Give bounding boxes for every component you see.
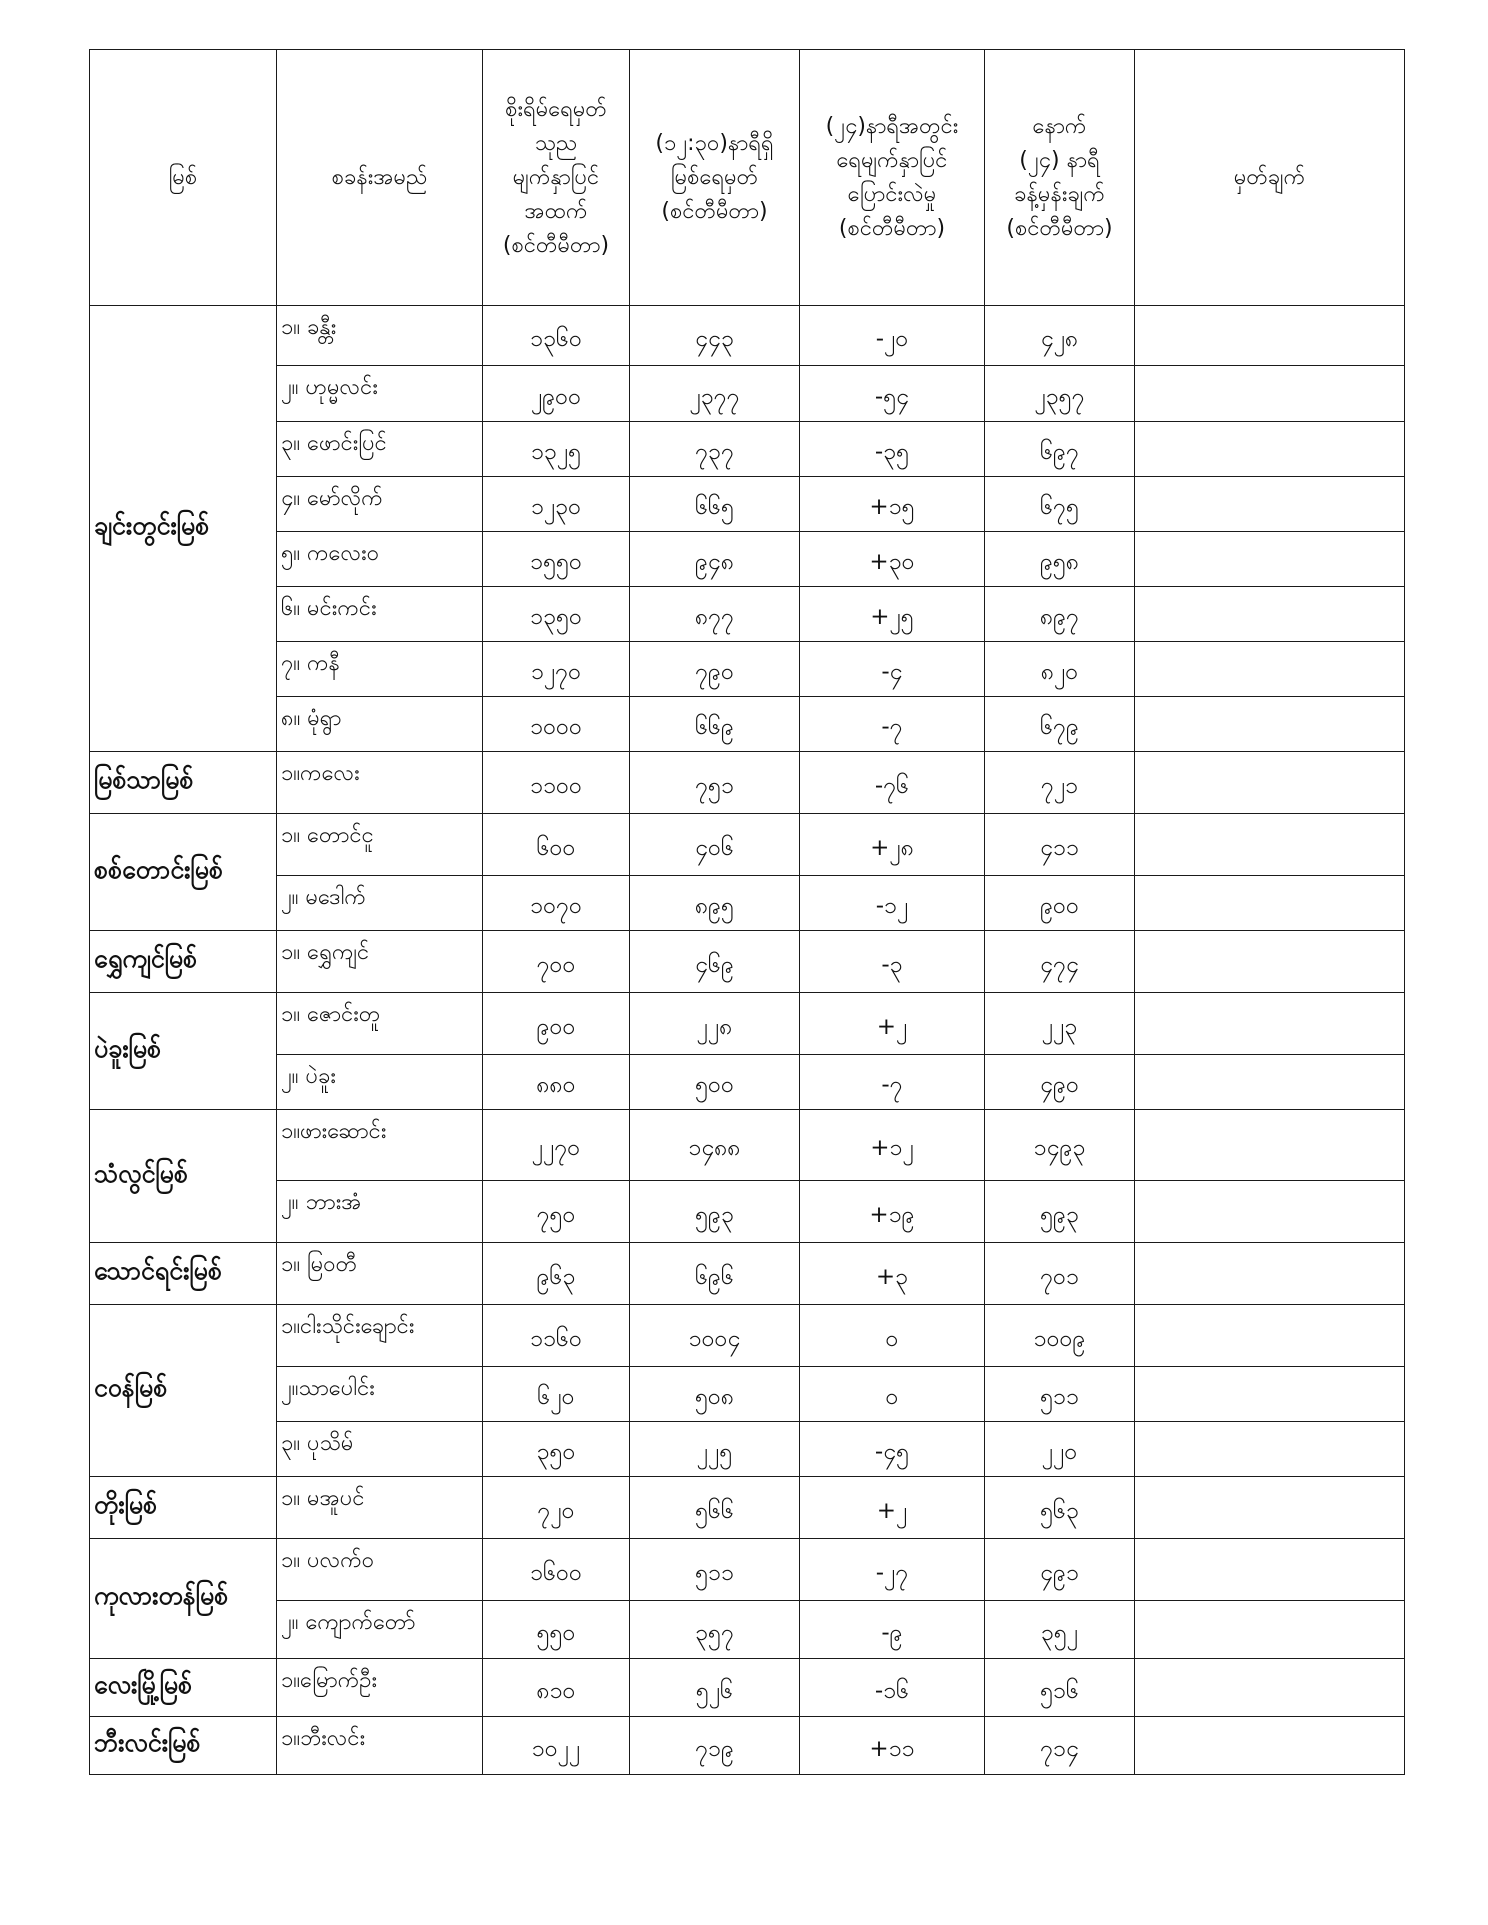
danger-level-cell: ၈၁၀: [483, 1659, 630, 1717]
change-cell: -၂၇: [800, 1539, 985, 1601]
table-row: [90, 532, 1405, 587]
danger-level-cell: ၇၂၀: [483, 1477, 630, 1539]
change-cell: +၂၅: [800, 587, 985, 642]
station-name: ၃။ ပုသိမ်: [277, 1422, 483, 1477]
change-cell: -၄၅: [800, 1422, 985, 1477]
danger-level-cell: ၁၅၅၀: [483, 532, 630, 587]
forecast-cell: ၆၉၇: [985, 422, 1135, 477]
table-row: [90, 752, 1405, 814]
table-row: [90, 1601, 1405, 1659]
remark-cell: [1135, 1181, 1405, 1243]
forecast-cell: ၄၉၁: [985, 1539, 1135, 1601]
river-name: မြစ်သာမြစ်: [90, 752, 277, 814]
header-remark: မှတ်ချက်: [1135, 50, 1405, 306]
forecast-cell: ၆၇၉: [985, 697, 1135, 752]
station-name: ၁။ မြဝတီ: [277, 1243, 483, 1305]
current-level-cell: ၇၅၁: [630, 752, 800, 814]
change-cell: +၁၂: [800, 1110, 985, 1181]
change-cell: -၇: [800, 697, 985, 752]
danger-level-cell: ၆၂၀: [483, 1367, 630, 1422]
station-name: ၁။ ပလက်ဝ: [277, 1539, 483, 1601]
table-row: [90, 876, 1405, 931]
danger-level-cell: ၉၀၀: [483, 993, 630, 1055]
change-cell: -၇၆: [800, 752, 985, 814]
remark-cell: [1135, 1110, 1405, 1181]
danger-level-cell: ၇၀၀: [483, 931, 630, 993]
table-row: [90, 1367, 1405, 1422]
danger-level-cell: ၈၈၀: [483, 1055, 630, 1110]
station-name: ၈။ မုံရွာ: [277, 697, 483, 752]
danger-level-cell: ၁၂၇၀: [483, 642, 630, 697]
change-cell: -၇: [800, 1055, 985, 1110]
station-name: ၃။ ဖောင်းပြင်: [277, 422, 483, 477]
river-name: ဘီးလင်းမြစ်: [90, 1717, 277, 1775]
forecast-cell: ၈၉၇: [985, 587, 1135, 642]
table-row: [90, 1243, 1405, 1305]
current-level-cell: ၇၃၇: [630, 422, 800, 477]
forecast-cell: ၇၁၄: [985, 1717, 1135, 1775]
change-cell: -၅၄: [800, 366, 985, 422]
station-name: ၂။ ဘားအံ: [277, 1181, 483, 1243]
header-station: စခန်းအမည်: [277, 50, 483, 306]
change-cell: +၃၀: [800, 532, 985, 587]
header-forecast: နောက် (၂၄) နာရီ ခန့်မှန်းချက် (စင်တီမီတာ): [985, 50, 1135, 306]
forecast-cell: ၂၂၀: [985, 1422, 1135, 1477]
change-cell: ၀: [800, 1305, 985, 1367]
change-cell: -၄: [800, 642, 985, 697]
station-name: ၂။ ကျောက်တော်: [277, 1601, 483, 1659]
table-row: [90, 1055, 1405, 1110]
station-name: ၁။ငါးသိုင်းချောင်း: [277, 1305, 483, 1367]
current-level-cell: ၂၂၅: [630, 1422, 800, 1477]
station-name: ၆။ မင်းကင်း: [277, 587, 483, 642]
change-cell: -၃၅: [800, 422, 985, 477]
table-row: [90, 993, 1405, 1055]
river-name: သောင်ရင်းမြစ်: [90, 1243, 277, 1305]
remark-cell: [1135, 1477, 1405, 1539]
current-level-cell: ၈၉၅: [630, 876, 800, 931]
current-level-cell: ၇၉၀: [630, 642, 800, 697]
forecast-cell: ၄၁၁: [985, 814, 1135, 876]
river-name: ပဲခူးမြစ်: [90, 993, 277, 1110]
change-cell: -၁၆: [800, 1659, 985, 1717]
current-level-cell: ၅၀၈: [630, 1367, 800, 1422]
table-row: [90, 1305, 1405, 1367]
danger-level-cell: ၁၃၂၅: [483, 422, 630, 477]
table-row: [90, 697, 1405, 752]
forecast-cell: ၄၉၀: [985, 1055, 1135, 1110]
station-name: ၁။ဘီးလင်း: [277, 1717, 483, 1775]
table-row: [90, 1422, 1405, 1477]
station-name: ၄။ မော်လိုက်: [277, 477, 483, 532]
forecast-cell: ၅၉၃: [985, 1181, 1135, 1243]
current-level-cell: ၇၁၉: [630, 1717, 800, 1775]
change-cell: -၂၀: [800, 306, 985, 366]
river-name: စစ်တောင်းမြစ်: [90, 814, 277, 931]
remark-cell: [1135, 1243, 1405, 1305]
current-level-cell: ၅၁၁: [630, 1539, 800, 1601]
current-level-cell: ၅၆၆: [630, 1477, 800, 1539]
danger-level-cell: ၁၁၆၀: [483, 1305, 630, 1367]
header-river: မြစ်: [90, 50, 277, 306]
table-row: [90, 477, 1405, 532]
header-current-level: (၁၂:၃၀)နာရီရှိ မြစ်ရေမှတ် (စင်တီမီတာ): [630, 50, 800, 306]
table-row: [90, 814, 1405, 876]
station-name: ၂။ ဟုမ္မလင်း: [277, 366, 483, 422]
forecast-cell: ၆၇၅: [985, 477, 1135, 532]
danger-level-cell: ၂၂၇၀: [483, 1110, 630, 1181]
river-name: လေးမြို့မြစ်: [90, 1659, 277, 1717]
station-name: ၁။မြောက်ဦး: [277, 1659, 483, 1717]
station-name: ၅။ ကလေးဝ: [277, 532, 483, 587]
current-level-cell: ၄၀၆: [630, 814, 800, 876]
table-row: [90, 1659, 1405, 1717]
table-row: [90, 642, 1405, 697]
change-cell: -၃: [800, 931, 985, 993]
table-row: [90, 1477, 1405, 1539]
remark-cell: [1135, 366, 1405, 422]
header-24h-change: (၂၄)နာရီအတွင်း ရေမျက်နှာပြင် ပြောင်းလဲမှု (စင်တီမီတာ): [800, 50, 985, 306]
table-row: [90, 1717, 1405, 1775]
forecast-cell: ၄၇၄: [985, 931, 1135, 993]
station-name: ၁။ဖားဆောင်း: [277, 1110, 483, 1181]
table-row: [90, 1539, 1405, 1601]
change-cell: -၁၂: [800, 876, 985, 931]
header-row: [90, 50, 1405, 306]
danger-level-cell: ၁၃၅၀: [483, 587, 630, 642]
danger-level-cell: ၃၅၀: [483, 1422, 630, 1477]
current-level-cell: ၅၀၀: [630, 1055, 800, 1110]
current-level-cell: ၃၅၇: [630, 1601, 800, 1659]
current-level-cell: ၁၀၀၄: [630, 1305, 800, 1367]
remark-cell: [1135, 1367, 1405, 1422]
river-name: ငဝန်မြစ်: [90, 1305, 277, 1477]
water-level-table: [89, 49, 1405, 1775]
danger-level-cell: ၁၀၇၀: [483, 876, 630, 931]
forecast-cell: ၁၀၀၉: [985, 1305, 1135, 1367]
remark-cell: [1135, 1601, 1405, 1659]
forecast-cell: ၅၆၃: [985, 1477, 1135, 1539]
current-level-cell: ၁၄၈၈: [630, 1110, 800, 1181]
forecast-cell: ၇၂၁: [985, 752, 1135, 814]
remark-cell: [1135, 532, 1405, 587]
change-cell: +၂: [800, 1477, 985, 1539]
table-row: [90, 366, 1405, 422]
river-name: သံလွင်မြစ်: [90, 1110, 277, 1243]
current-level-cell: ၈၇၇: [630, 587, 800, 642]
remark-cell: [1135, 993, 1405, 1055]
station-name: ၂။ ပဲခူး: [277, 1055, 483, 1110]
danger-level-cell: ၁၂၃၀: [483, 477, 630, 532]
forecast-cell: ၂၂၃: [985, 993, 1135, 1055]
change-cell: +၂၈: [800, 814, 985, 876]
table-row: [90, 587, 1405, 642]
table-row: [90, 1110, 1405, 1181]
change-cell: +၃: [800, 1243, 985, 1305]
station-name: ၁။ ခန္တီး: [277, 306, 483, 366]
forecast-cell: ၂၃၅၇: [985, 366, 1135, 422]
danger-level-cell: ၇၅၀: [483, 1181, 630, 1243]
river-name: ရွှေကျင်မြစ်: [90, 931, 277, 993]
forecast-cell: ၁၄၉၃: [985, 1110, 1135, 1181]
remark-cell: [1135, 814, 1405, 876]
danger-level-cell: ၁၃၆၀: [483, 306, 630, 366]
table-row: [90, 306, 1405, 366]
danger-level-cell: ၉၆၃: [483, 1243, 630, 1305]
remark-cell: [1135, 1305, 1405, 1367]
table-row: [90, 931, 1405, 993]
change-cell: +၁၉: [800, 1181, 985, 1243]
change-cell: +၂: [800, 993, 985, 1055]
remark-cell: [1135, 587, 1405, 642]
forecast-cell: ၄၂၈: [985, 306, 1135, 366]
danger-level-cell: ၂၉၀၀: [483, 366, 630, 422]
station-name: ၁။ မအူပင်: [277, 1477, 483, 1539]
danger-level-cell: ၁၀၀၀: [483, 697, 630, 752]
change-cell: -၉: [800, 1601, 985, 1659]
table-body: [90, 306, 1405, 1775]
station-name: ၁။ တောင်ငူ: [277, 814, 483, 876]
forecast-cell: ၉၅၈: [985, 532, 1135, 587]
remark-cell: [1135, 1422, 1405, 1477]
forecast-cell: ၅၁၆: [985, 1659, 1135, 1717]
change-cell: +၁၅: [800, 477, 985, 532]
remark-cell: [1135, 876, 1405, 931]
river-name: ကုလားတန်မြစ်: [90, 1539, 277, 1659]
remark-cell: [1135, 306, 1405, 366]
station-name: ၁။ ရွှေကျင်: [277, 931, 483, 993]
station-name: ၇။ ကနီ: [277, 642, 483, 697]
table-row: [90, 1181, 1405, 1243]
change-cell: +၁၁: [800, 1717, 985, 1775]
remark-cell: [1135, 1539, 1405, 1601]
current-level-cell: ၄၆၉: [630, 931, 800, 993]
header-danger-level: စိုးရိမ်ရေမှတ် သုည မျက်နှာပြင် အထက် (စင်တီမီတာ): [483, 50, 630, 306]
current-level-cell: ၆၆၉: [630, 697, 800, 752]
current-level-cell: ၆၆၅: [630, 477, 800, 532]
remark-cell: [1135, 931, 1405, 993]
forecast-cell: ၃၅၂: [985, 1601, 1135, 1659]
station-name: ၁။ ဇောင်းတူ: [277, 993, 483, 1055]
station-name: ၂။သာပေါင်း: [277, 1367, 483, 1422]
river-name: တိုးမြစ်: [90, 1477, 277, 1539]
danger-level-cell: ၅၅၀: [483, 1601, 630, 1659]
current-level-cell: ၅၂၆: [630, 1659, 800, 1717]
danger-level-cell: ၁၁၀၀: [483, 752, 630, 814]
remark-cell: [1135, 752, 1405, 814]
remark-cell: [1135, 1659, 1405, 1717]
remark-cell: [1135, 642, 1405, 697]
current-level-cell: ၉၄၈: [630, 532, 800, 587]
remark-cell: [1135, 477, 1405, 532]
remark-cell: [1135, 422, 1405, 477]
forecast-cell: ၅၁၁: [985, 1367, 1135, 1422]
forecast-cell: ၇၀၁: [985, 1243, 1135, 1305]
danger-level-cell: ၁၀၂၂: [483, 1717, 630, 1775]
remark-cell: [1135, 1717, 1405, 1775]
current-level-cell: ၂၂၈: [630, 993, 800, 1055]
river-name: ချင်းတွင်းမြစ်: [90, 306, 277, 752]
current-level-cell: ၄၄၃: [630, 306, 800, 366]
forecast-cell: ၈၂၀: [985, 642, 1135, 697]
remark-cell: [1135, 697, 1405, 752]
current-level-cell: ၂၃၇၇: [630, 366, 800, 422]
forecast-cell: ၉၀၀: [985, 876, 1135, 931]
current-level-cell: ၆၉၆: [630, 1243, 800, 1305]
remark-cell: [1135, 1055, 1405, 1110]
danger-level-cell: ၆၀၀: [483, 814, 630, 876]
current-level-cell: ၅၉၃: [630, 1181, 800, 1243]
table-row: [90, 422, 1405, 477]
danger-level-cell: ၁၆၀၀: [483, 1539, 630, 1601]
change-cell: ၀: [800, 1367, 985, 1422]
station-name: ၂။ မဒေါက်: [277, 876, 483, 931]
station-name: ၁။ကလေး: [277, 752, 483, 814]
